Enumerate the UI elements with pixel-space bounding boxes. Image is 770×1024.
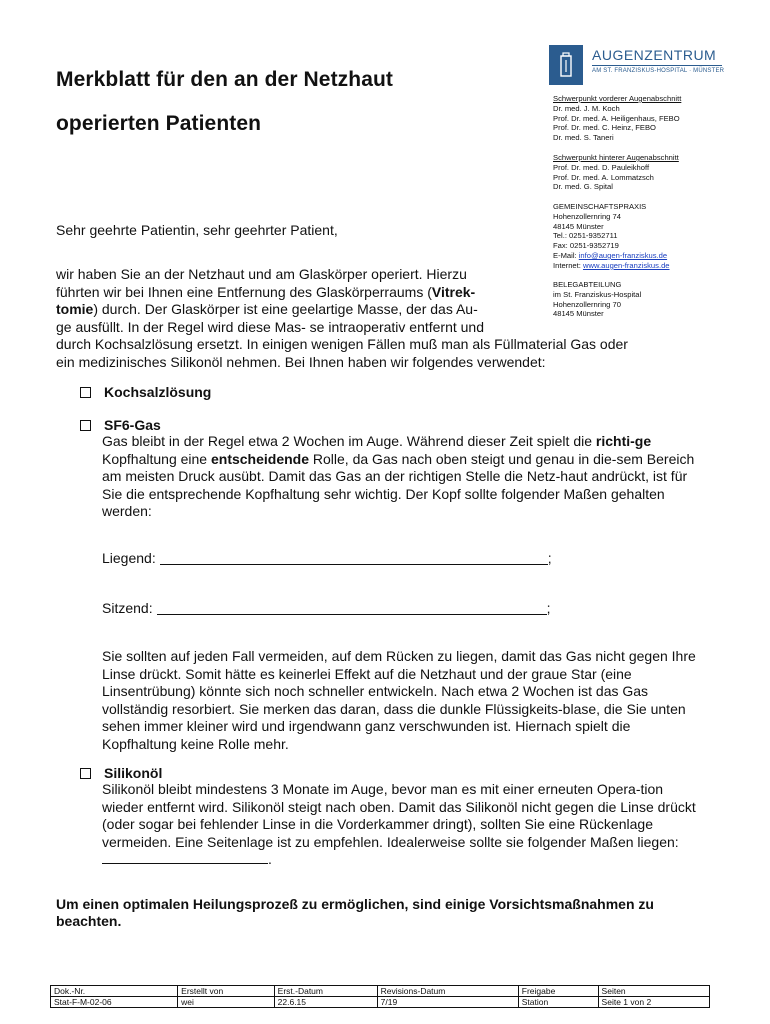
practice-line: Fax: 0251-9352719 bbox=[553, 241, 619, 251]
gas-emphasis: entscheidende bbox=[210, 450, 310, 467]
practice-line: Hohenzollernring 74 bbox=[553, 211, 621, 221]
gas-emphasis: richti-ge bbox=[595, 433, 652, 449]
practice-line: Tel.: 0251-9352711 bbox=[553, 231, 618, 241]
logo-name: AUGENZENTRUM bbox=[592, 47, 717, 63]
intro-line: durch Kochsalzlösung ersetzt. In einigen wenigen Fällen muß man als Füllmaterial Gas oder bbox=[56, 336, 628, 352]
gas-text: Kopfhaltung eine bbox=[102, 450, 211, 467]
intro-term: tomie bbox=[56, 301, 94, 317]
gas-checkbox[interactable] bbox=[80, 420, 91, 431]
sidebar-posterior bbox=[553, 153, 679, 192]
page-title-line-2: operierten Patienten bbox=[56, 112, 262, 135]
footer-header-cell: Erst.-Datum bbox=[274, 986, 377, 997]
footer-value-cell: Seite 1 von 2 bbox=[598, 997, 709, 1008]
gas-warning: Sie sollten auf jeden Fall vermeiden, auf dem Rücken zu liegen, damit das Gas nicht gegen Ihre Linse drückt. Somit hätte es keinerlei Effekt auf die Netzhaut und der graue Star (eine Linsentrübung) könnte sich noch schneller entwickeln. Nach etwa 2 Wochen ist das Gas vollständig resorbiert. Sie merken das daran, dass die dunkle Flüssigkeits-blase, die Sie unten sehen immer kleiner wird und irgendwann ganz verschwunden ist. Hiernach spielt die Kopfhaltung keine Rolle mehr. bbox=[102, 648, 696, 752]
option-gas bbox=[80, 417, 161, 433]
doctor-name: Dr. med. G. Spital bbox=[553, 182, 613, 192]
footer-value-cell: Stat-F-M-02-06 bbox=[51, 997, 178, 1008]
doctor-name: Prof. Dr. med. D. Pauleikhoff bbox=[553, 162, 650, 172]
option-oil bbox=[80, 765, 162, 781]
footer-header-cell: Revisions-Datum bbox=[377, 986, 518, 997]
footer-header-row bbox=[51, 986, 710, 997]
logo bbox=[549, 45, 724, 85]
practice-line: 48145 Münster bbox=[553, 221, 604, 231]
sidebar-practice bbox=[553, 202, 670, 271]
option-saline bbox=[80, 384, 211, 400]
sitting-end: ; bbox=[546, 600, 551, 616]
footer-value-cell: 22.6.15 bbox=[274, 997, 377, 1008]
lying-label: Liegend: bbox=[102, 550, 156, 566]
salutation: Sehr geehrte Patientin, sehr geehrter Patient, bbox=[56, 222, 338, 238]
ward-heading: BELEGABTEILUNG bbox=[553, 280, 622, 289]
doctor-name: Dr. med. S. Taneri bbox=[553, 133, 614, 143]
intro-paragraph bbox=[56, 266, 706, 371]
doctor-name: Prof. Dr. med. C. Heinz, FEBO bbox=[553, 123, 656, 133]
doctor-name: Dr. med. J. M. Koch bbox=[553, 103, 620, 113]
page-title-line-1: Merkblatt für den an der Netzhaut bbox=[56, 68, 394, 91]
lying-field bbox=[102, 550, 552, 566]
sitting-field bbox=[102, 600, 550, 616]
sidebar-anterior bbox=[553, 94, 681, 143]
lying-end: ; bbox=[547, 550, 552, 566]
lying-input[interactable] bbox=[160, 550, 548, 565]
intro-line: ein medizinisches Silikonöl nehmen. Bei Ihnen haben wir folgendes verwendet: bbox=[56, 353, 546, 370]
oil-paragraph bbox=[102, 781, 707, 869]
closing-note: Um einen optimalen Heilungsprozeß zu ermöglichen, sind einige Vorsichtsmaßnahmen zu beachten. bbox=[56, 896, 654, 929]
footer-header-cell: Seiten bbox=[598, 986, 709, 997]
logo-divider bbox=[592, 65, 722, 66]
sitting-label: Sitzend: bbox=[102, 600, 153, 616]
email-label: E-Mail: bbox=[553, 250, 579, 260]
doctor-name: Prof. Dr. med. A. Lommatzsch bbox=[553, 172, 654, 182]
footer-value-row bbox=[51, 997, 710, 1008]
document-footer-table bbox=[50, 985, 710, 1008]
footer-value-cell: Station bbox=[518, 997, 598, 1008]
saline-checkbox[interactable] bbox=[80, 387, 91, 398]
website-link[interactable]: www.augen-franziskus.de bbox=[582, 260, 670, 270]
gas-text: Rolle, da Gas nach oben steigt und genau in die-sem Bereich am meisten Druck ausübt. Damit das Gas an der richtigen Stelle die Netz-haut andrückt, ist für Sie die entsprechende Kopfhaltung sehr wichtig. Der Kopf sollte folgender Maßen gehalten werden: bbox=[102, 450, 695, 519]
gas-label: SF6-Gas bbox=[104, 417, 161, 433]
intro-line: ge ausfüllt. In der Regel wird diese Mas- se intraoperativ entfernt und bbox=[56, 318, 485, 335]
ward-line: 48145 Münster bbox=[553, 309, 604, 319]
ward-line: im St. Franziskus-Hospital bbox=[553, 289, 642, 299]
oil-label: Silikonöl bbox=[104, 765, 163, 781]
oil-position-input[interactable] bbox=[102, 851, 268, 864]
tower-icon bbox=[549, 45, 583, 85]
oil-text: Silikonöl bleibt mindestens 3 Monate im Auge, bevor man es mit einer erneuten Opera-tion wieder entfernt wird. Silikonöl steigt nach oben. Damit das Silikonöl nicht gegen die Linse drückt (oder sogar bei fehlender Linse in die Vorderkammer dringt), sollten Sie eine Rückenlage vermeiden. Eine Seitenlage ist zu empfehlen. Idealerweise sollte sie folgender Maßen liegen: bbox=[102, 781, 696, 850]
oil-end: . bbox=[268, 851, 272, 867]
posterior-heading: Schwerpunkt hinterer Augenabschnitt bbox=[553, 153, 679, 162]
footer-header-cell: Freigabe bbox=[518, 986, 598, 997]
intro-line: wir haben Sie an der Netzhaut und am Glaskörper operiert. Hierzu bbox=[56, 266, 467, 282]
logo-subtitle: AM ST. FRANZISKUS-HOSPITAL · MÜNSTER bbox=[592, 68, 725, 74]
gas-text: Gas bleibt in der Regel etwa 2 Wochen im Auge. Während dieser Zeit spielt die bbox=[102, 433, 596, 449]
intro-text: ) durch. Der Glaskörper ist eine geelartige Masse, der das Au- bbox=[93, 301, 478, 317]
oil-checkbox[interactable] bbox=[80, 768, 91, 779]
ward-line: Hohenzollernring 70 bbox=[553, 299, 621, 309]
footer-value-cell: 7/19 bbox=[377, 997, 518, 1008]
intro-line bbox=[56, 301, 706, 319]
anterior-heading: Schwerpunkt vorderer Augenabschnitt bbox=[553, 94, 682, 103]
internet-label: Internet: bbox=[553, 260, 583, 270]
practice-heading: GEMEINSCHAFTSPRAXIS bbox=[553, 202, 647, 211]
intro-line bbox=[56, 284, 706, 302]
gas-paragraph bbox=[102, 433, 707, 521]
intro-term: Vitrek- bbox=[431, 283, 476, 300]
sitting-input[interactable] bbox=[157, 600, 547, 615]
email-link[interactable]: info@augen-franziskus.de bbox=[578, 250, 668, 260]
email-line bbox=[553, 251, 670, 261]
footer-value-cell: wei bbox=[178, 997, 275, 1008]
intro-text: führten wir bei Ihnen eine Entfernung des Glaskörperraums ( bbox=[56, 283, 432, 300]
saline-label: Kochsalzlösung bbox=[104, 384, 212, 400]
doctor-name: Prof. Dr. med. A. Heiligenhaus, FEBO bbox=[553, 113, 680, 123]
footer-header-cell: Erstellt von bbox=[178, 986, 275, 997]
footer-header-cell: Dok.-Nr. bbox=[51, 986, 178, 997]
